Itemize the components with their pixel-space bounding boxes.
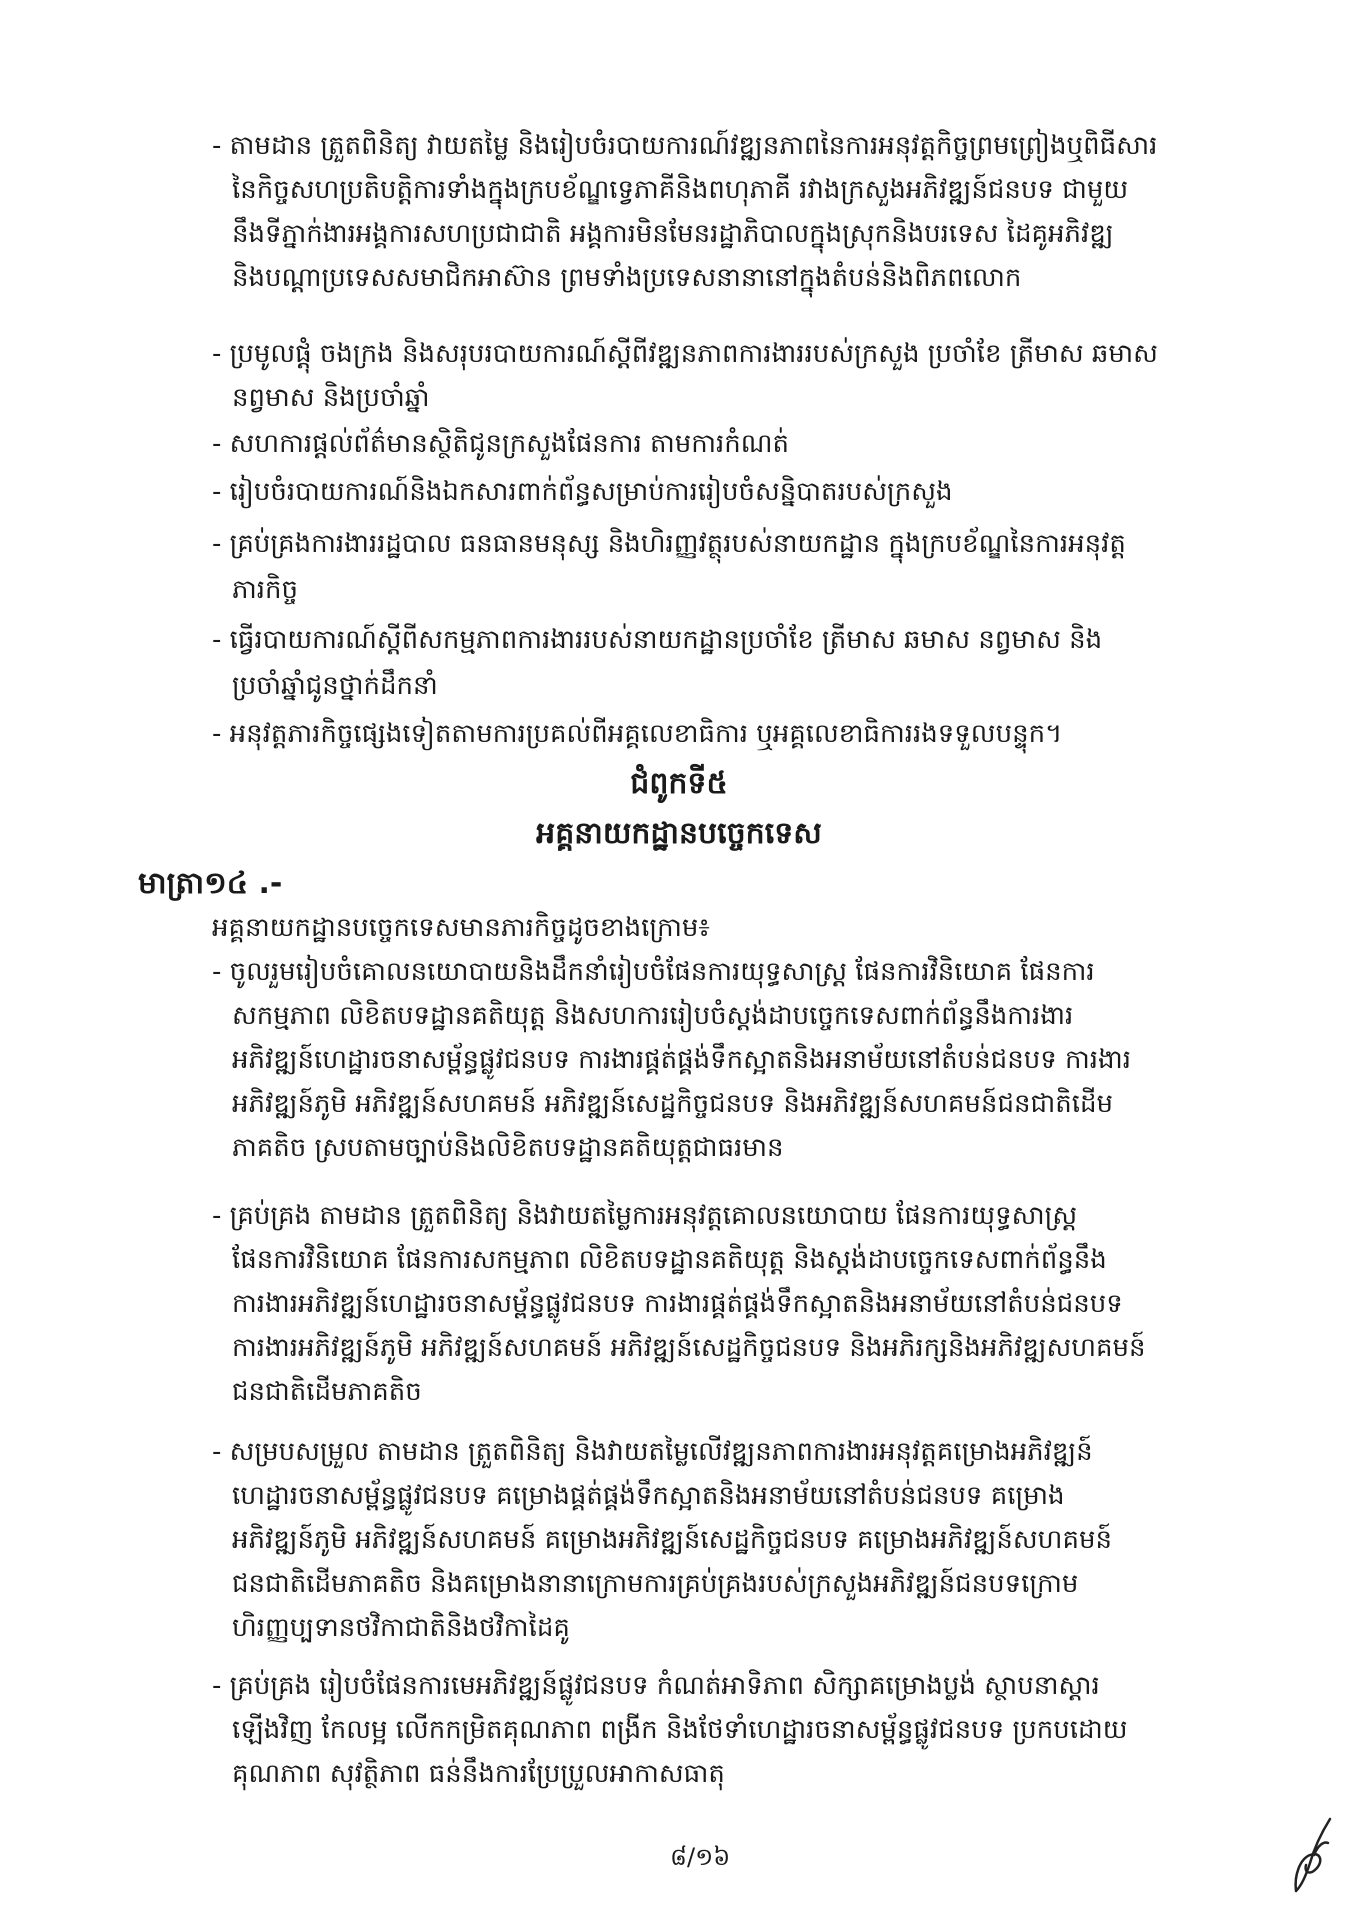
chapter-title: ជំពូកទី៥	[630, 766, 728, 801]
chapter-subtitle: អគ្គនាយកដ្ឋានបច្ចេកទេស	[536, 816, 822, 851]
bullet-line: - ចូលរួមរៀបចំគោលនយោបាយនិងដឹកនាំរៀបចំផែនការយុទ្ធសាស្ត្រ ផែនការវិនិយោគ ផែនការ	[212, 957, 1095, 987]
bullet-line: និងបណ្តាប្រទេសសមាជិកអាស៊ាន ព្រមទាំងប្រទេសនានានៅក្នុងតំបន់និងពិភពលោក	[232, 263, 1022, 293]
page-number: ៨/១៦	[670, 1843, 731, 1871]
bullet-line: - អនុវត្តភារកិច្ចផ្សេងទៀតតាមការប្រគល់ពីអគ្គលេខាធិការ ឬអគ្គលេខាធិការរងទទួលបន្ទុក។	[212, 719, 1063, 749]
bullet-line: អភិវឌ្ឍន៍ហេដ្ឋារចនាសម្ព័ន្ធផ្លូវជនបទ ការងារផ្គត់ផ្គង់ទឹកស្អាតនិងអនាម័យនៅតំបន់ជនបទ ការងារ	[232, 1045, 1131, 1075]
bullet-line: នព្វមាស និងប្រចាំឆ្នាំ	[232, 383, 430, 413]
bullet-line: ហិរញ្ញប្បទានថវិកាជាតិនិងថវិកាដៃគូ	[232, 1613, 570, 1643]
bullet-line: អភិវឌ្ឍន៍ភូមិ អភិវឌ្ឍន៍សហគមន៍ គម្រោងអភិវឌ្ឍន៍សេដ្ឋកិច្ចជនបទ គម្រោងអភិវឌ្ឍន៍សហគមន៍	[232, 1525, 1112, 1555]
bullet-line: - ធ្វើរបាយការណ៍ស្តីពីសកម្មភាពការងាររបស់នាយកដ្ឋានប្រចាំខែ ត្រីមាស ឆមាស នព្វមាស និង	[212, 625, 1103, 655]
article-intro: អគ្គនាយកដ្ឋានបច្ចេកទេសមានភារកិច្ចដូចខាងក្រោម៖	[212, 913, 710, 943]
bullet-line: - គ្រប់គ្រងការងាររដ្ឋបាល ធនធានមនុស្ស និងហិរញ្ញវត្ថុរបស់នាយកដ្ឋាន ក្នុងក្របខ័ណ្ឌនៃការអនុវត្ត	[212, 529, 1126, 559]
bullet-line: - រៀបចំរបាយការណ៍និងឯកសារពាក់ព័ន្ធសម្រាប់ការរៀបចំសន្និបាតរបស់ក្រសួង	[212, 477, 953, 507]
bullet-line: ការងារអភិវឌ្ឍន៍ភូមិ អភិវឌ្ឍន៍សហគមន៍ អភិវឌ្ឍន៍សេដ្ឋកិច្ចជនបទ និងអភិរក្សនិងអភិវឌ្ឍសហគមន៍	[232, 1333, 1146, 1363]
bullet-line: ជនជាតិដើមភាគតិច និងគម្រោងនានាក្រោមការគ្រប់គ្រងរបស់ក្រសួងអភិវឌ្ឍន៍ជនបទក្រោម	[232, 1569, 1079, 1599]
bullet-line: នឹងទីភ្នាក់ងារអង្គការសហប្រជាជាតិ អង្គការមិនមែនរដ្ឋាភិបាលក្នុងស្រុកនិងបរទេស ដៃគូអភិវឌ្ឍ	[232, 219, 1114, 249]
bullet-line: សកម្មភាព លិខិតបទដ្ឋានគតិយុត្ត និងសហការរៀបចំស្តង់ដាបច្ចេកទេសពាក់ព័ន្ធនឹងការងារ	[232, 1001, 1074, 1031]
bullet-line: អភិវឌ្ឍន៍ភូមិ អភិវឌ្ឍន៍សហគមន៍ អភិវឌ្ឍន៍សេដ្ឋកិច្ចជនបទ និងអភិវឌ្ឍន៍សហគមន៍ជនជាតិដើម	[232, 1089, 1113, 1119]
handwritten-initial-icon	[1290, 1815, 1334, 1895]
bullet-line: នៃកិច្ចសហប្រតិបត្តិការទាំងក្នុងក្របខ័ណ្ឌទ្វេភាគីនិងពហុភាគី រវាងក្រសួងអភិវឌ្ឍន៍ជនបទ ជាមួយ	[232, 175, 1129, 205]
bullet-line: ការងារអភិវឌ្ឍន៍ហេដ្ឋារចនាសម្ព័ន្ធផ្លូវជនបទ ការងារផ្គត់ផ្គង់ទឹកស្អាតនិងអនាម័យនៅតំបន់ជនបទ	[232, 1289, 1123, 1319]
bullet-line: ប្រចាំឆ្នាំជូនថ្នាក់ដឹកនាំ	[232, 671, 438, 701]
bullet-line: - គ្រប់គ្រង តាមដាន ត្រួតពិនិត្យ និងវាយតម្លៃការអនុវត្តគោលនយោបាយ ផែនការយុទ្ធសាស្ត្រ	[212, 1201, 1078, 1231]
bullet-line: - គ្រប់គ្រង រៀបចំផែនការមេអភិវឌ្ឍន៍ផ្លូវជនបទ កំណត់អាទិភាព សិក្សាគម្រោងប្លង់ ស្ថាបនាស្តារ	[212, 1671, 1100, 1701]
bullet-line: ហេដ្ឋារចនាសម្ព័ន្ធផ្លូវជនបទ គម្រោងផ្គត់ផ្គង់ទឹកស្អាតនិងអនាម័យនៅតំបន់ជនបទ គម្រោង	[232, 1481, 1065, 1511]
bullet-line: ភារកិច្ច	[232, 575, 299, 605]
bullet-line: - សម្របសម្រួល តាមដាន ត្រួតពិនិត្យ និងវាយតម្លៃលើវឌ្ឍនភាពការងារអនុវត្តគម្រោងអភិវឌ្ឍន៍	[212, 1437, 1093, 1467]
bullet-line: គុណភាព សុវត្ថិភាព ធន់នឹងការប្រែប្រួលអាកាសធាតុ	[232, 1759, 725, 1789]
bullet-line: ឡើងវិញ កែលម្អ លើកកម្រិតគុណភាព ពង្រីក និងថែទាំហេដ្ឋារចនាសម្ព័ន្ធផ្លូវជនបទ ប្រកបដោយ	[232, 1715, 1128, 1745]
bullet-line: ជនជាតិដើមភាគតិច	[232, 1377, 422, 1407]
bullet-line: - តាមដាន ត្រួតពិនិត្យ វាយតម្លៃ និងរៀបចំរបាយការណ៍វឌ្ឍនភាពនៃការអនុវត្តកិច្ចព្រមព្រៀងឬពិធីសារ	[212, 131, 1158, 161]
bullet-line: - សហការផ្តល់ព័ត៌មានស្ថិតិជូនក្រសួងផែនការ តាមការកំណត់	[212, 429, 790, 459]
bullet-line: - ប្រមូលផ្តុំ ចងក្រង និងសរុបរបាយការណ៍ស្តីពីវឌ្ឍនភាពការងាររបស់ក្រសួង ប្រចាំខែ ត្រីមាស ឆមាស	[212, 339, 1158, 369]
article-label: មាត្រា១៤ .-	[138, 866, 283, 901]
bullet-line: ផែនការវិនិយោគ ផែនការសកម្មភាព លិខិតបទដ្ឋានគតិយុត្ត និងស្តង់ដាបច្ចេកទេសពាក់ព័ន្ធនឹង	[232, 1245, 1107, 1275]
bullet-line: ភាគតិច ស្របតាមច្បាប់និងលិខិតបទដ្ឋានគតិយុត្តជាធរមាន	[232, 1133, 784, 1163]
